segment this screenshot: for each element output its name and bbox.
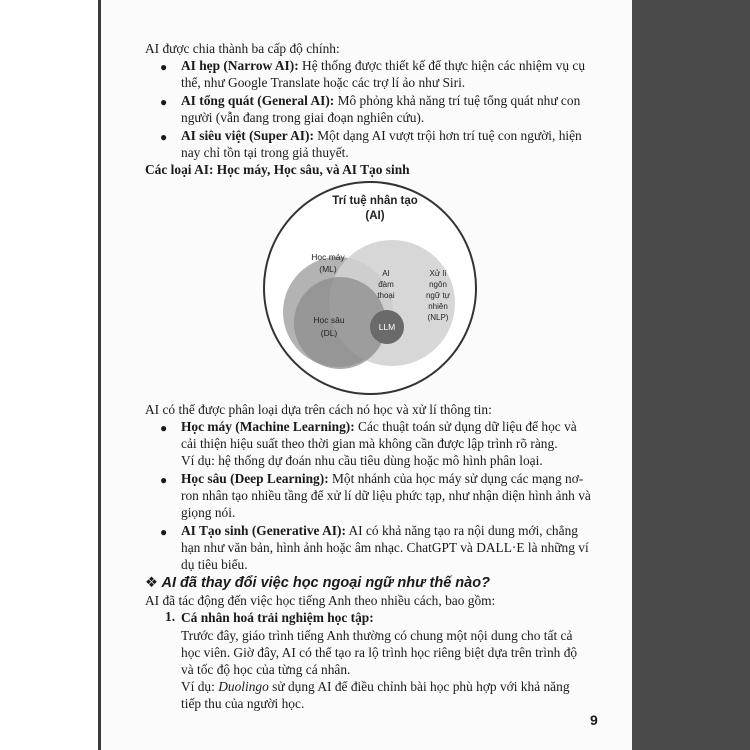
conv-label-3: thoại bbox=[377, 291, 395, 300]
nlp-label-2: ngôn bbox=[429, 280, 447, 289]
section-heading: ❖ AI đã thay đổi việc học ngoại ngữ như thế nào? bbox=[145, 575, 490, 591]
ai-label-2: (AI) bbox=[365, 210, 385, 222]
ml-label-2: (ML) bbox=[319, 264, 337, 274]
bullet-icon: ● bbox=[160, 473, 168, 487]
nlp-label-4: nhiên bbox=[428, 302, 448, 311]
bullet-icon: ● bbox=[160, 421, 168, 435]
conv-label-1: AI bbox=[382, 269, 390, 278]
dl-line1: Học sâu (Deep Learning): Một nhánh của học máy sử dụng các mạng nơ- bbox=[181, 471, 584, 486]
nlp-label-3: ngữ tự bbox=[425, 291, 451, 300]
ml-line3: Ví dụ: hệ thống dự đoán nhu cầu tiêu dùng hoặc mô hình phân loại. bbox=[181, 453, 543, 468]
item1-line1: Trước đây, giáo trình tiếng Anh thường có chung một nội dung cho tất cả bbox=[181, 628, 573, 643]
dl-line2: ron nhân tạo nhiều tầng để xử lí dữ liệu phức tạp, như nhận diện hình ảnh và bbox=[181, 488, 591, 503]
item1-example: Ví dụ: Duolingo sử dụng AI để điều chỉnh bài học phù hợp với khả năng bbox=[181, 679, 570, 694]
llm-label: LLM bbox=[378, 322, 396, 332]
gen-line3: dụ tiêu biểu. bbox=[181, 557, 248, 572]
level-general-line1: AI tổng quát (General AI): Mô phỏng khả năng trí tuệ tổng quát như con bbox=[181, 93, 581, 108]
level-narrow-line1: AI hẹp (Narrow AI): Hệ thống được thiết kế để thực hiện các nhiệm vụ cụ bbox=[181, 58, 586, 73]
ml-label-1: Học máy bbox=[311, 252, 345, 262]
dl-line3: giọng nói. bbox=[181, 505, 236, 520]
dl-label-1: Học sâu bbox=[313, 315, 345, 325]
gen-line2: hạn như văn bản, hình ảnh hoặc âm nhạc. ChatGPT và DALL·E là những ví bbox=[181, 540, 589, 555]
item1-title: Cá nhân hoá trải nghiệm học tập: bbox=[181, 610, 374, 625]
ai-venn-diagram bbox=[260, 180, 480, 400]
item-number: 1. bbox=[165, 609, 176, 624]
item1-line5: tiếp thu của người học. bbox=[181, 696, 305, 711]
scan-border-right bbox=[632, 0, 750, 750]
bullet-icon: ● bbox=[160, 95, 168, 109]
level-general-line2: người (vẫn đang trong giai đoạn nghiên cứu). bbox=[181, 110, 425, 125]
level-super-line1: AI siêu việt (Super AI): Một dạng AI vượt trội hơn trí tuệ con người, hiện bbox=[181, 128, 582, 143]
level-narrow-line2: thể, như Google Translate hoặc các trợ lí ảo như Siri. bbox=[181, 75, 466, 90]
page-number: 9 bbox=[590, 712, 598, 728]
nlp-label-5: (NLP) bbox=[427, 313, 449, 322]
intro-text: AI được chia thành ba cấp độ chính: bbox=[145, 41, 340, 56]
ml-line2: cải thiện hiệu suất theo thời gian mà không cần được lập trình rõ ràng. bbox=[181, 436, 558, 451]
bullet-icon: ● bbox=[160, 130, 168, 144]
item1-line3: và tốc độ học của từng cá nhân. bbox=[181, 662, 351, 677]
section-intro: AI đã tác động đến việc học tiếng Anh theo nhiều cách, bao gồm: bbox=[145, 593, 496, 608]
scan-border-left bbox=[0, 0, 98, 750]
classify-intro: AI có thể được phân loại dựa trên cách nó học và xử lí thông tin: bbox=[145, 402, 492, 417]
dl-label-2: (DL) bbox=[320, 328, 338, 338]
bullet-icon: ● bbox=[160, 60, 168, 74]
ai-label-1: Trí tuệ nhân tạo bbox=[332, 195, 418, 207]
nlp-label-1: Xử lí bbox=[429, 269, 447, 278]
types-title: Các loại AI: Học máy, Học sâu, và AI Tạo sinh bbox=[145, 162, 410, 177]
item1-line2: học viên. Giờ đây, AI có thể tạo ra lộ trình học riêng biệt dựa trên trình độ bbox=[181, 645, 578, 660]
bullet-icon: ● bbox=[160, 525, 168, 539]
conv-label-2: đàm bbox=[378, 280, 394, 289]
gen-line1: AI Tạo sinh (Generative AI): AI có khả năng tạo ra nội dung mới, chẳng bbox=[181, 523, 578, 538]
level-super-line2: nay chỉ tồn tại trong giả thuyết. bbox=[181, 145, 349, 160]
ml-line1: Học máy (Machine Learning): Các thuật toán sử dụng dữ liệu để học và bbox=[181, 419, 577, 434]
